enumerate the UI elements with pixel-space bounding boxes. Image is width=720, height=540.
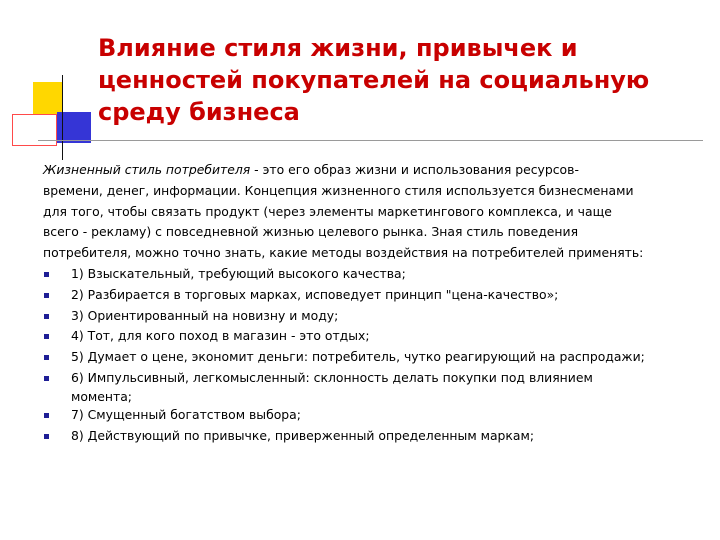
square-bullet-icon — [44, 413, 49, 418]
square-bullet-icon — [44, 434, 49, 439]
vertical-rule-decoration — [62, 75, 63, 160]
list-item — [43, 264, 683, 285]
intro-term: Жизненный стиль потребителя — [43, 162, 251, 177]
list-item — [43, 306, 683, 327]
square-bullet-icon — [44, 314, 49, 319]
intro-line: времени, денег, информации. Концепция жизненного стиля используется бизнесменами — [43, 182, 634, 198]
list-item — [43, 426, 683, 447]
list-item — [43, 368, 683, 405]
slide-body — [43, 160, 683, 446]
square-bullet-icon — [44, 334, 49, 339]
list-item-text: 8) Действующий по привычке, приверженный определенным маркам; — [71, 427, 535, 443]
list-item — [43, 405, 683, 426]
square-bullet-icon — [44, 272, 49, 277]
intro-line: для того, чтобы связать продукт (через элементы маркетингового комплекса, и чаще — [43, 203, 612, 219]
intro-paragraph — [43, 160, 683, 264]
list-item-text-continuation: момента; — [71, 388, 132, 404]
title-underline-rule — [38, 140, 703, 141]
list-item-text: 5) Думает о цене, экономит деньги: потребитель, чутко реагирующий на распродажи; — [71, 349, 645, 365]
intro-line: всего - рекламу) с повседневной жизнью целевого рынка. Зная стиль поведения — [43, 224, 579, 240]
intro-line-text: - это его образ жизни и использования ресурсов- — [250, 162, 579, 177]
list-item-text: 6) Импульсивный, легкомысленный: склонность делать покупки под влиянием — [71, 369, 593, 385]
slide-title-line: ценностей покупателей на социальную — [98, 66, 650, 94]
consumer-type-list — [43, 264, 683, 446]
slide-title-line: среду бизнеса — [98, 98, 300, 126]
list-item-text: 3) Ориентированный на новизну и моду; — [71, 307, 339, 323]
square-bullet-icon — [44, 376, 49, 381]
list-item-text: 2) Разбирается в торговых марках, исповедует принцип "цена-качество»; — [71, 286, 559, 302]
intro-line: потребителя, можно точно знать, какие методы воздействия на потребителей применять: — [43, 245, 644, 261]
square-bullet-icon — [44, 355, 49, 360]
slide-title-line: Влияние стиля жизни, привычек и — [98, 34, 578, 62]
list-item — [43, 326, 683, 347]
square-bullet-icon — [44, 293, 49, 298]
list-item-text: 7) Смущенный богатством выбора; — [71, 406, 301, 422]
list-item-text: 1) Взыскательный, требующий высокого качества; — [71, 265, 406, 281]
red-outline-square-decoration — [12, 114, 57, 146]
list-item-text: 4) Тот, для кого поход в магазин - это отдых; — [71, 328, 370, 344]
intro-line — [43, 160, 683, 181]
list-item — [43, 347, 683, 368]
yellow-square-decoration — [33, 82, 63, 115]
list-item — [43, 285, 683, 306]
slide-title — [98, 32, 698, 128]
